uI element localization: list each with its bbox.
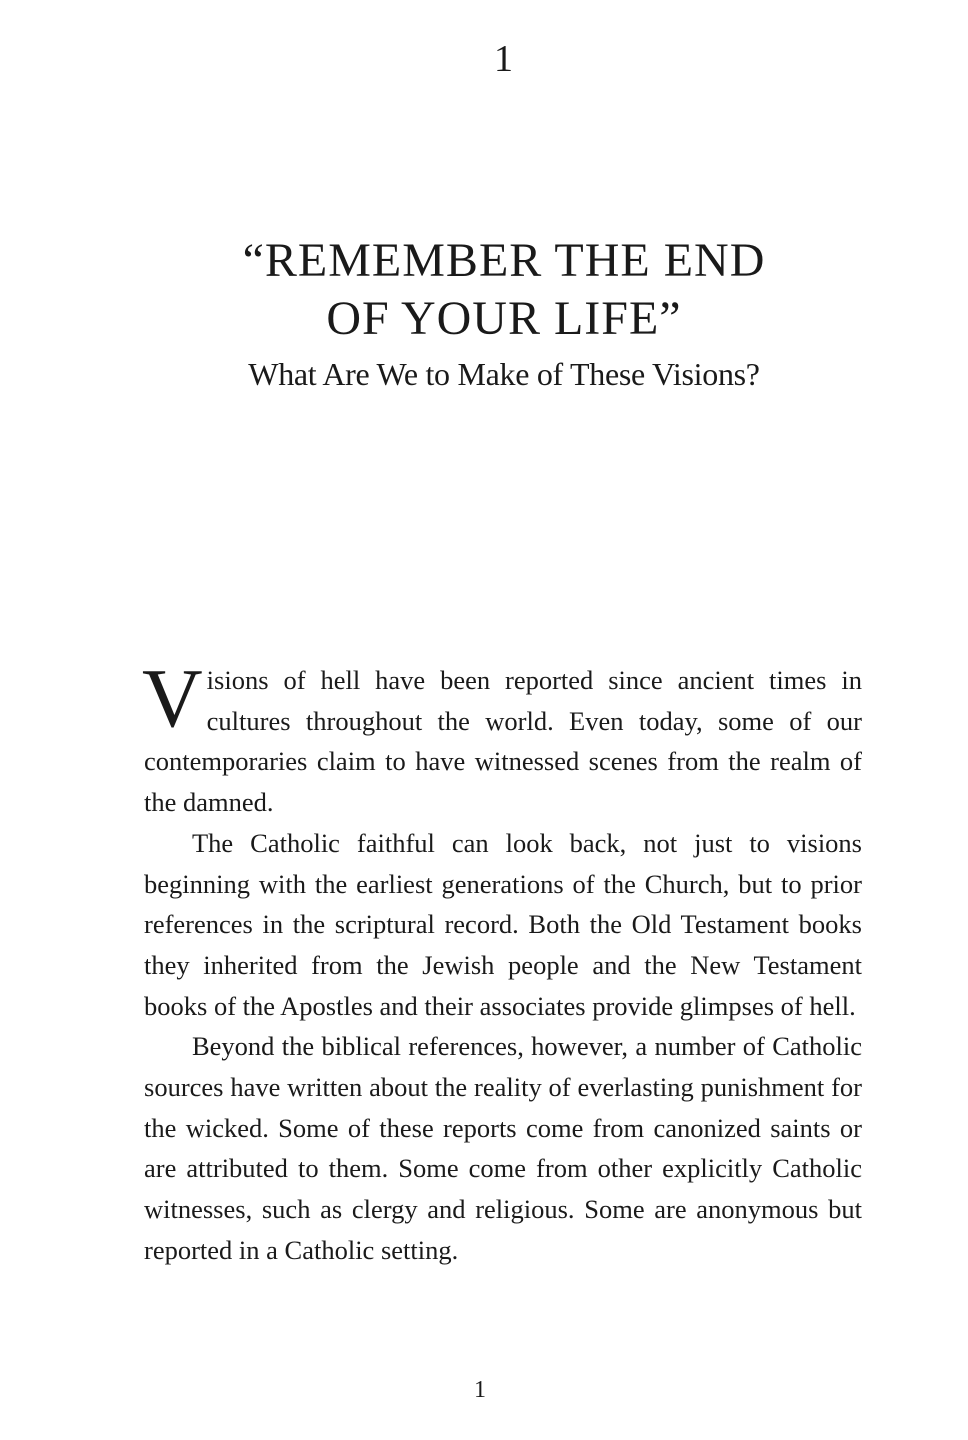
chapter-title-line-1: “REMEMBER THE END [242,234,766,287]
paragraph-3: Beyond the biblical references, however, a number of Catholic sources have written about the reality of everlasting punishment for the wicked. Some of these reports come from canonized saints or are attributed to them. Some come from other explicitly Catholic witnesses, such as clergy and religious. Some are anonymous but reported in a Catholic setting. [144,1031,862,1265]
chapter-title [0,232,968,348]
paragraph-2: The Catholic faithful can look back, not just to visions beginning with the earliest generations of the Church, but to prior references in the scriptural record. Both the Old Testament books they inherited from the Jewish people and the New Testament books of the Apostles and their associates provide glimpses of hell. [144,827,862,1021]
chapter-title-line-2: OF YOUR LIFE” [326,292,682,345]
chapter-heading [0,232,968,394]
paragraph-1 [142,652,862,823]
paragraph-1-text: isions of hell have been reported since ancient times in cultures throughout the world. Even today, some of our contemporaries claim to have witnessed scenes from the realm of the damned. [144,665,862,818]
page-number: 1 [474,1377,486,1403]
chapter-subtitle: What Are We to Make of These Visions? [248,356,760,392]
chapter-number: 1 [494,38,514,80]
drop-cap: V [142,652,203,745]
body-text [142,652,862,1271]
